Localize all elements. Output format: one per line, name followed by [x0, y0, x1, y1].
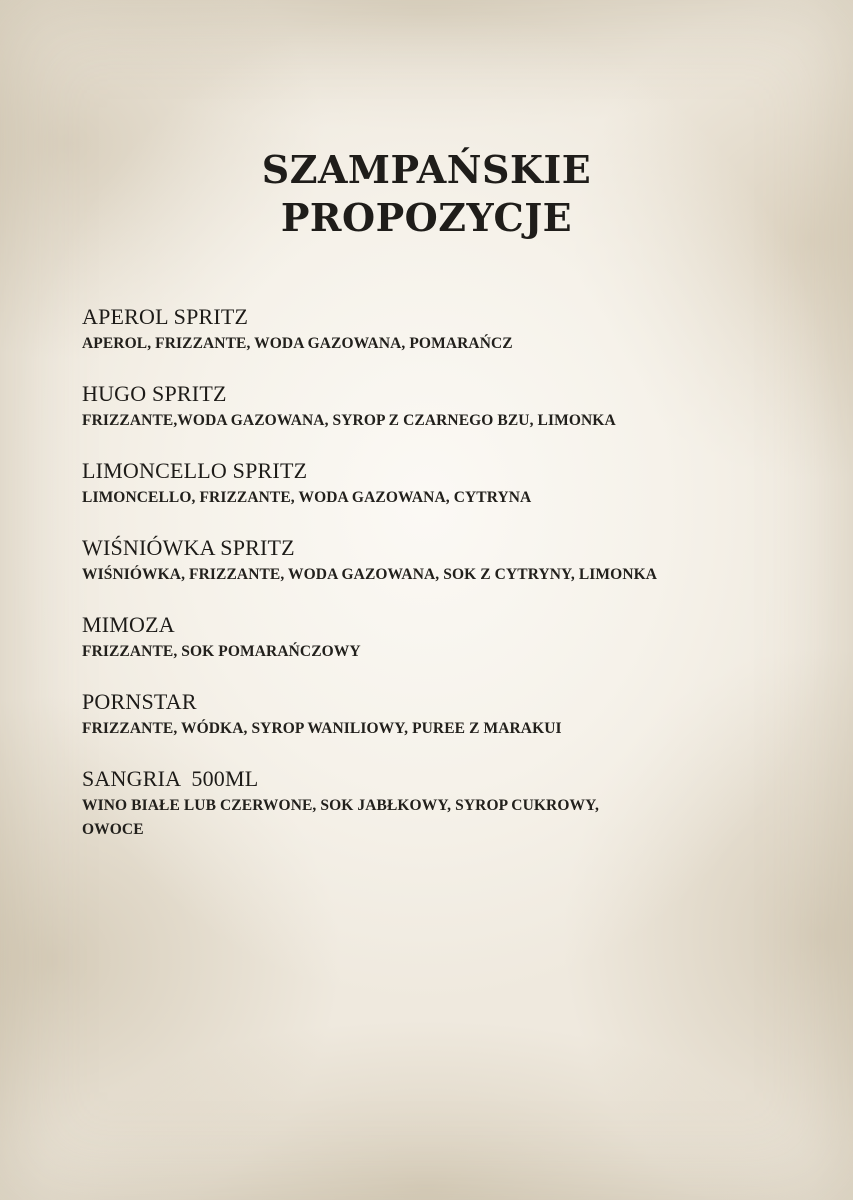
page-title-line-2: PROPOZYCJE	[280, 195, 573, 240]
menu-item-name: HUGO SPRITZ	[82, 381, 227, 406]
menu-item-name: MIMOZA	[82, 612, 175, 637]
menu-item-description: LIMONCELLO, FRIZZANTE, WODA GAZOWANA, CYTRYNA	[82, 489, 532, 506]
menu-item-name: LIMONCELLO SPRITZ	[82, 458, 308, 483]
menu-item-name: WIŚNIÓWKA SPRITZ	[82, 535, 295, 560]
menu-item-sangria	[82, 764, 772, 842]
page-title-line-1: SZAMPAŃSKIE	[261, 147, 592, 192]
menu-item-name: SANGRIA 500ML	[82, 766, 259, 791]
menu-item-wisniowka-spritz	[82, 533, 772, 587]
menu-item-aperol-spritz	[82, 302, 772, 356]
page-title	[0, 146, 853, 242]
menu-item-hugo-spritz	[82, 379, 772, 433]
menu-item-name: PORNSTAR	[82, 689, 197, 714]
menu-item-limoncello-spritz	[82, 456, 772, 510]
menu-item-description: FRIZZANTE, SOK POMARAŃCZOWY	[82, 643, 361, 660]
drink-menu-list	[82, 302, 772, 865]
menu-item-description: WINO BIAŁE LUB CZERWONE, SOK JABŁKOWY, SYROP CUKROWY, OWOCE	[82, 797, 599, 838]
menu-item-description: FRIZZANTE, WÓDKA, SYROP WANILIOWY, PUREE Z MARAKUI	[82, 720, 562, 737]
menu-item-description: FRIZZANTE,WODA GAZOWANA, SYROP Z CZARNEGO BZU, LIMONKA	[82, 412, 616, 429]
menu-item-pornstar	[82, 687, 772, 741]
menu-item-name: APEROL SPRITZ	[82, 304, 249, 329]
menu-item-mimoza	[82, 610, 772, 664]
menu-item-description: WIŚNIÓWKA, FRIZZANTE, WODA GAZOWANA, SOK Z CYTRYNY, LIMONKA	[82, 566, 658, 583]
menu-item-description: APEROL, FRIZZANTE, WODA GAZOWANA, POMARAŃCZ	[82, 335, 513, 352]
